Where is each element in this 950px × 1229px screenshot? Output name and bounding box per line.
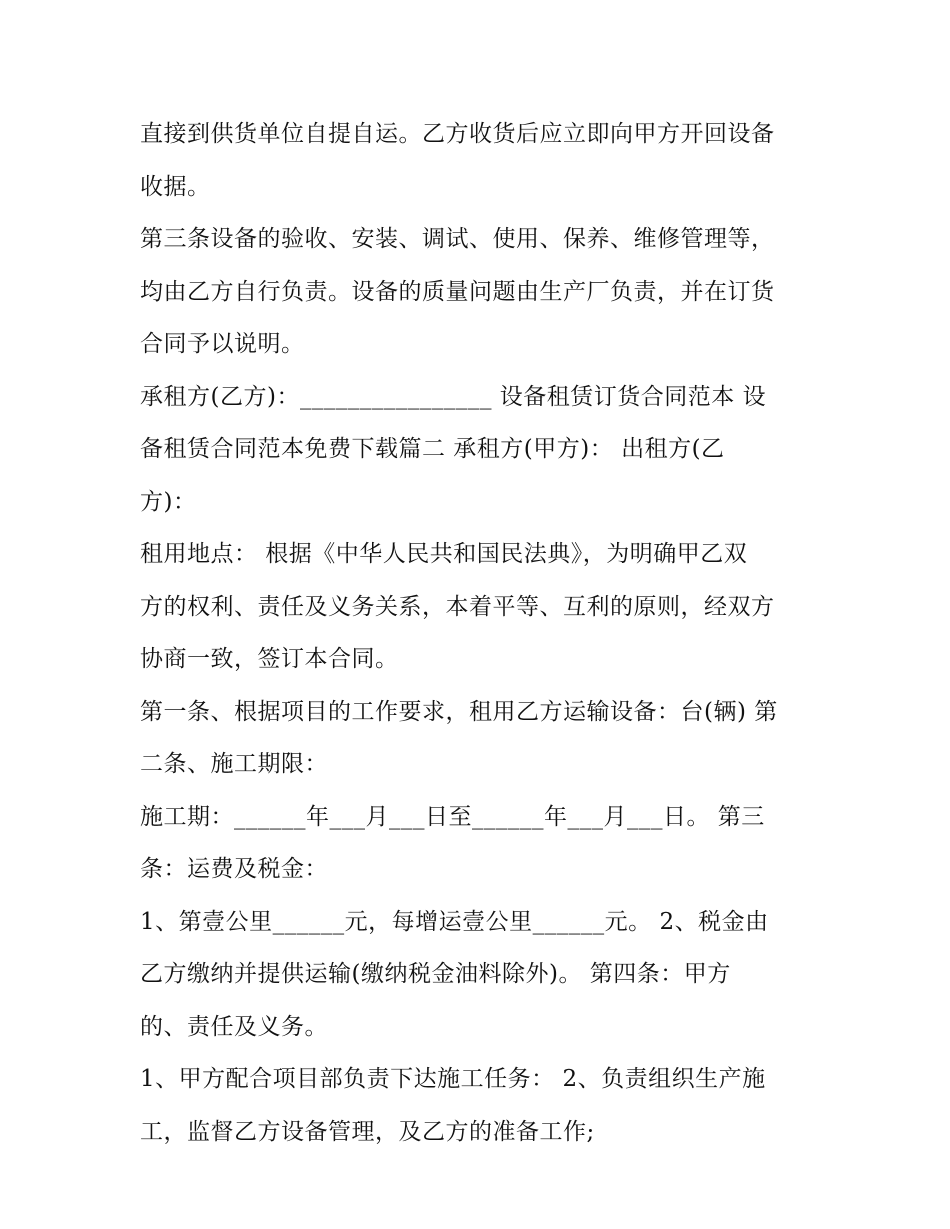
text-line: 乙方缴纳并提供运输(缴纳税金油料除外)。 第四条：甲方 — [140, 961, 731, 987]
text-line: 第一条、根据项目的工作要求，租用乙方运输设备：台(辆) 第 — [140, 698, 778, 725]
text-line: 第三条设备的验收、安装、调试、使用、保养、维修管理等， — [140, 226, 775, 252]
text-line: 方的权利、责任及义务关系，本着平等、互利的原则，经双方 — [140, 593, 775, 620]
text-line: 施工期：______年___月___日至______年___月___日。 第三 — [140, 803, 765, 830]
text-line: 承租方(乙方)：________________ 设备租赁订货合同范本 设 — [140, 383, 767, 410]
text-line: 的、责任及义务。 — [140, 1013, 328, 1040]
document-body — [140, 108, 820, 1158]
text-line: 直接到供货单位自提自运。乙方收货后应立即向甲方开回设备 — [140, 121, 775, 147]
text-line: 条：运费及税金： — [140, 856, 328, 882]
text-line: 1、甲方配合项目部负责下达施工任务： 2、负责组织生产施 — [140, 1066, 766, 1092]
text-line: 备租赁合同范本免费下载篇二 承租方(甲方)： 出租方(乙 — [140, 436, 725, 462]
text-line: 二条、施工期限： — [140, 751, 328, 777]
text-line: 收据。 — [140, 173, 211, 200]
text-line: 合同予以说明。 — [140, 331, 305, 357]
text-line: 租用地点： 根据《中华人民共和国民法典》，为明确甲乙双 — [140, 541, 748, 567]
text-line: 均由乙方自行负责。设备的质量问题由生产厂负责，并在订货 — [140, 278, 775, 305]
text-line: 协商一致，签订本合同。 — [140, 646, 399, 672]
text-line: 方)： — [140, 488, 197, 515]
text-line: 工，监督乙方设备管理，及乙方的准备工作; — [140, 1118, 595, 1145]
text-line: 1、第壹公里______元，每增运壹公里______元。 2、税金由 — [140, 908, 769, 935]
